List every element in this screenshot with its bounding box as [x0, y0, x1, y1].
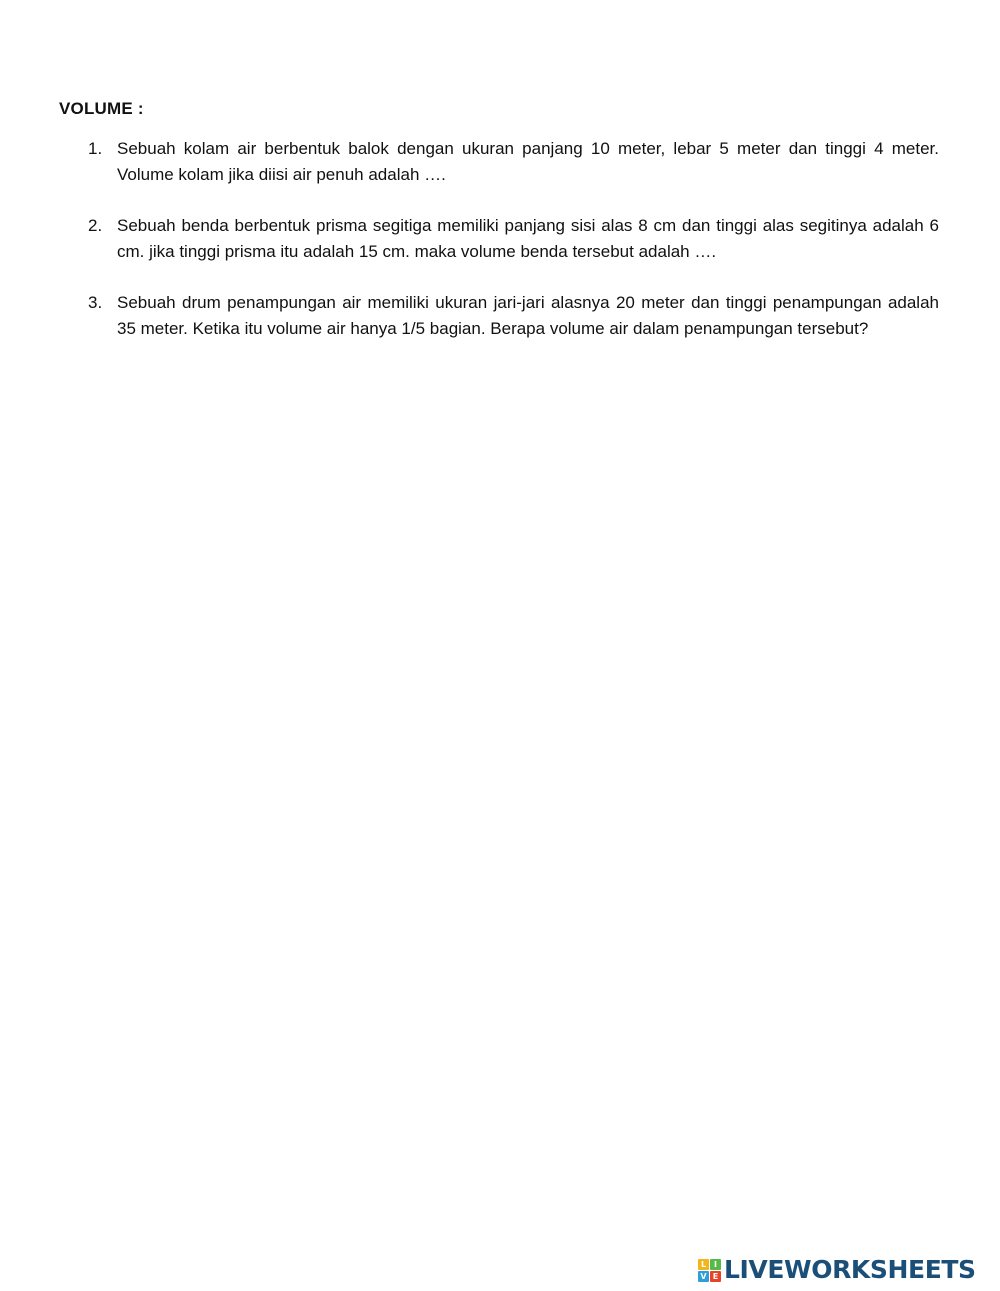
question-text: Sebuah kolam air berbentuk balok dengan ukuran panjang 10 meter, lebar 5 meter dan tinggi 4 meter. Volume kolam jika diisi air penuh adalah …. — [117, 139, 939, 184]
logo-tile-i: I — [710, 1259, 721, 1270]
logo-tile-v: V — [698, 1271, 709, 1282]
question-number: 3. — [88, 293, 103, 312]
question-item-3 — [88, 290, 939, 342]
brand-name: LIVEWORKSHEETS — [724, 1255, 976, 1284]
logo-tile-l: L — [698, 1259, 709, 1270]
question-text: Sebuah benda berbentuk prisma segitiga memiliki panjang sisi alas 8 cm dan tinggi alas segitinya adalah 6 cm. jika tinggi prisma itu adalah 15 cm. maka volume benda tersebut adalah …. — [117, 216, 939, 261]
question-item-2 — [88, 213, 939, 265]
question-item-1 — [88, 136, 939, 188]
question-list — [88, 136, 939, 342]
liveworksheets-logo-icon — [698, 1259, 721, 1282]
logo-tile-e: E — [710, 1271, 721, 1282]
question-text: Sebuah drum penampungan air memiliki ukuran jari-jari alasnya 20 meter dan tinggi penampungan adalah 35 meter. Ketika itu volume air hanya 1/5 bagian. Berapa volume air dalam penampungan tersebut? — [117, 293, 939, 338]
question-number: 1. — [88, 139, 103, 158]
page-title: VOLUME : — [59, 99, 144, 118]
liveworksheets-brand — [698, 1255, 976, 1285]
question-number: 2. — [88, 216, 103, 235]
